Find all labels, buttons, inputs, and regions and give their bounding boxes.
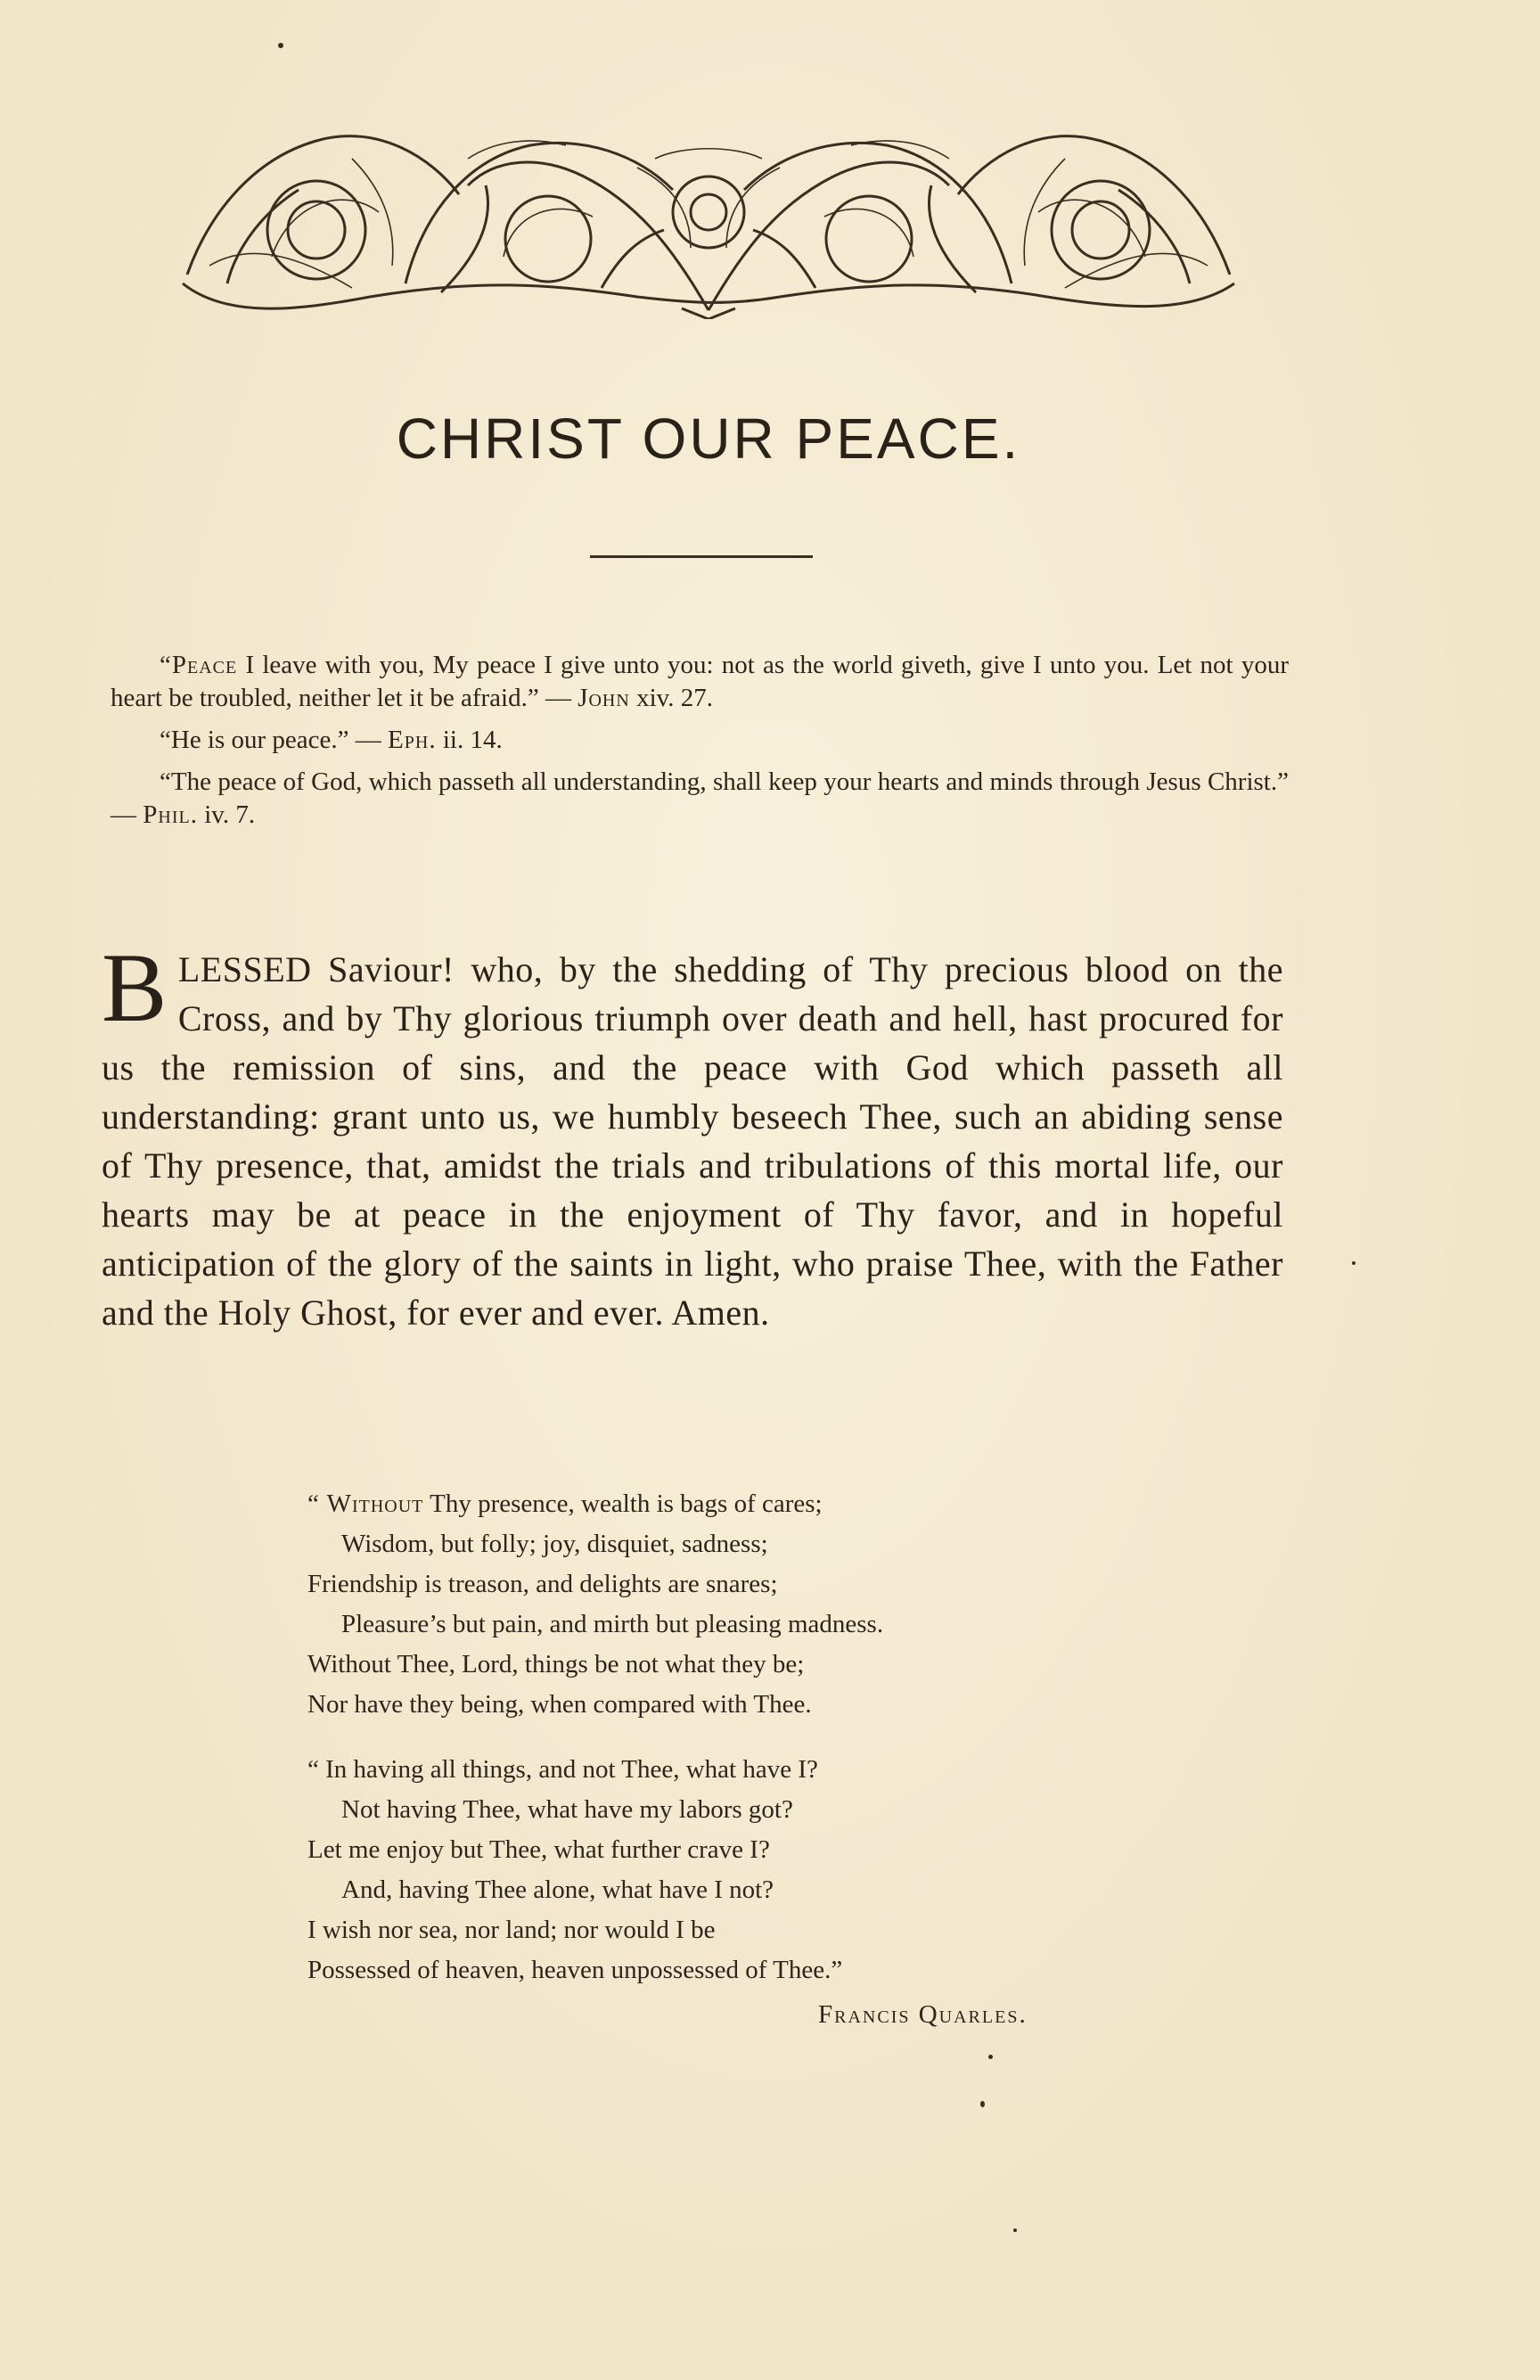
ink-speck — [278, 43, 283, 48]
epigraph-reference-tail: ii. 14. — [436, 726, 503, 754]
epigraph-text: “He is our peace.” — — [160, 726, 389, 754]
epigraph-lead: “Peace — [160, 651, 238, 679]
epigraph-reference: Eph. — [388, 726, 437, 754]
epigraph-ephesians — [111, 724, 1289, 757]
poem-line: Pleasure’s but pain, and mirth but pleasing madness. — [341, 1610, 884, 1638]
poem-line: “ In having all things, and not Thee, what have I? — [307, 1755, 818, 1784]
epigraph-text: I leave with you, My peace I give unto you: not as the world giveth, give I unto you. Let not your heart be troubled, neither let it be afraid.” — — [111, 651, 1289, 712]
poem-line: Nor have they being, when compared with Thee. — [307, 1690, 812, 1719]
poem-line: Possessed of heaven, heaven unpossessed of Thee.” — [307, 1956, 843, 1984]
ink-speck — [980, 2101, 985, 2107]
epigraph-john — [111, 649, 1289, 715]
epigraph-reference-tail: iv. 7. — [197, 800, 256, 829]
epigraph-reference-tail: xiv. 27. — [629, 684, 714, 712]
epigraph-reference: Phil. — [143, 800, 198, 829]
drop-cap-letter: B — [102, 933, 168, 1042]
prayer-body — [102, 933, 1283, 1337]
ink-speck — [1352, 1261, 1356, 1265]
poem-line-lead: “ Without — [307, 1490, 424, 1518]
poem-attribution: Francis Quarles. — [818, 2000, 1028, 2029]
epigraph-reference: John — [578, 684, 630, 712]
poem-stanza-1 — [307, 1484, 1110, 1725]
ink-speck — [988, 2055, 993, 2059]
title-divider-rule — [590, 555, 813, 558]
poem-line-rest: Thy presence, wealth is bags of cares; — [423, 1490, 823, 1518]
epigraph-philippians — [111, 766, 1289, 832]
prayer-paragraph — [102, 933, 1283, 1337]
prayer-text: LESSED Saviour! who, by the shedding of Thy precious blood on the Cross, and by Thy glorious triumph over death and hell, hast procured for us the remission of sins, and the peace with God which passeth all understanding: grant unto us, we humbly beseech Thee, such an abiding sense of Thy presence, that, amidst the trials and tribulations of this mortal life, our hearts may be at peace in the enjoyment of Thy favor, and in hopeful anticipation of the glory of the saints in light, who praise Thee, with the Father and the Holy Ghost, for ever and ever. Amen. — [102, 949, 1283, 1333]
decorative-headpiece-ornament — [174, 105, 1243, 319]
poem-line: I wish nor sea, nor land; nor would I be — [307, 1916, 716, 1944]
poem-line: Friendship is treason, and delights are snares; — [307, 1570, 778, 1598]
poem-line: Without Thee, Lord, things be not what they be; — [307, 1650, 805, 1678]
poem-stanza-2 — [307, 1750, 1110, 1990]
scripture-epigraphs — [111, 649, 1289, 841]
poem-line: Wisdom, but folly; joy, disquiet, sadness; — [341, 1530, 768, 1558]
ink-speck — [1013, 2228, 1017, 2232]
poem-line: Let me enjoy but Thee, what further crave I? — [307, 1835, 770, 1864]
poem-line: Not having Thee, what have my labors got? — [341, 1795, 793, 1824]
poem-line: And, having Thee alone, what have I not? — [341, 1875, 774, 1904]
epigraph-text: “The peace of God, which passeth all understanding, shall keep your hearts and minds through Jesus Christ.” — — [111, 767, 1289, 829]
page-title: CHRIST OUR PEACE. — [396, 406, 1021, 471]
poem — [307, 1484, 1110, 2015]
poem-line — [307, 1484, 1110, 1524]
